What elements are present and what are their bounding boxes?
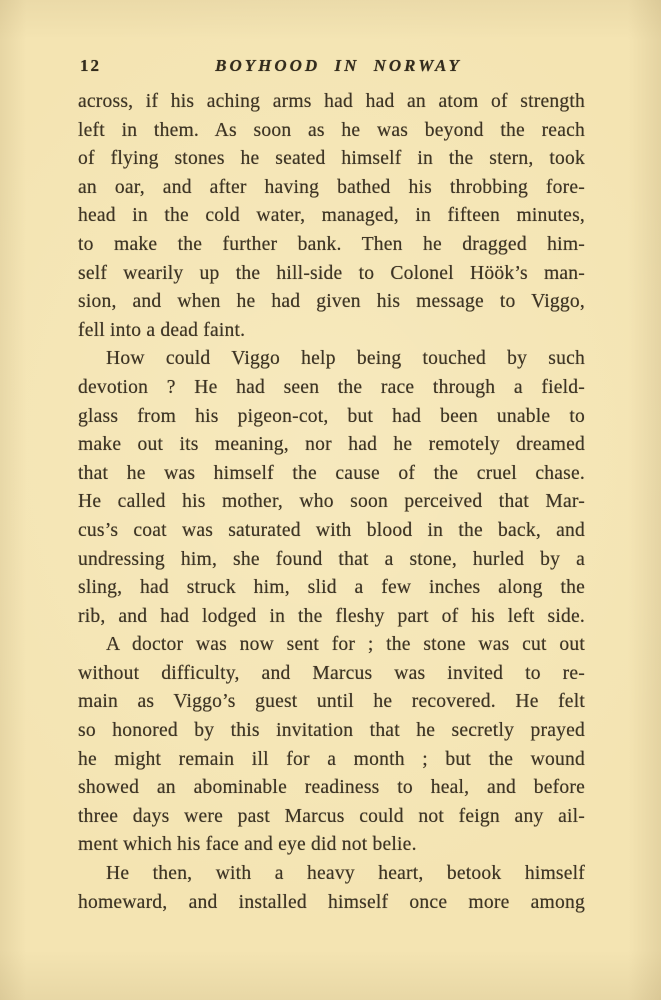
text-line: devotion ? He had seen the race through a field-	[78, 376, 585, 398]
text-line: across, if his aching arms had had an atom of strength	[78, 91, 585, 112]
text-line: rib, and had lodged in the fleshy part of his left side.	[78, 605, 585, 627]
text-line: He then, with a heavy heart, betook himself	[106, 863, 585, 885]
text-line: head in the cold water, managed, in fifteen minutes,	[78, 205, 585, 227]
text-line: cus’s coat was saturated with blood in the back, and	[78, 519, 585, 541]
paragraph	[78, 631, 585, 860]
text-line: he might remain ill for a month ; but the wound	[78, 748, 585, 770]
text-line: sling, had struck him, slid a few inches along the	[78, 577, 585, 599]
page-number: 12	[80, 56, 101, 75]
text-line: showed an abominable readiness to heal, and before	[78, 777, 585, 799]
text-line: sion, and when he had given his message to Viggo,	[78, 291, 585, 313]
text-line: undressing him, she found that a stone, hurled by a	[78, 548, 585, 570]
text-line: self wearily up the hill-side to Colonel Höök’s man-	[78, 262, 585, 284]
paragraph	[78, 345, 585, 631]
text-line: A doctor was now sent for ; the stone was cut out	[106, 634, 585, 656]
paragraph	[78, 88, 585, 345]
text-line: fell into a dead faint.	[78, 319, 246, 341]
text-line: of flying stones he seated himself in the stern, took	[78, 148, 585, 170]
text-line: without difficulty, and Marcus was invited to re-	[78, 662, 585, 684]
text-line: to make the further bank. Then he dragged him-	[78, 233, 585, 255]
body-text	[78, 88, 585, 917]
text-line: left in them. As soon as he was beyond the reach	[78, 119, 585, 141]
text-line: main as Viggo’s guest until he recovered. He felt	[78, 691, 585, 713]
text-line: an oar, and after having bathed his throbbing fore-	[78, 176, 585, 198]
text-line: glass from his pigeon-cot, but had been unable to	[78, 405, 585, 427]
text-line: ment which his face and eye did not belie.	[78, 834, 417, 856]
paragraph	[78, 860, 585, 917]
text-line: that he was himself the cause of the cruel chase.	[78, 462, 585, 484]
page-header	[78, 56, 585, 80]
text-line: make out its meaning, nor had he remotely dreamed	[78, 434, 585, 456]
running-title: BOYHOOD IN NORWAY	[215, 56, 462, 75]
text-line: He called his mother, who soon perceived that Mar-	[78, 491, 585, 513]
text-line: homeward, and installed himself once more among	[78, 891, 585, 913]
text-line: so honored by this invitation that he secretly prayed	[78, 720, 585, 742]
text-line: How could Viggo help being touched by such	[106, 348, 585, 370]
text-line: three days were past Marcus could not feign any ail-	[78, 805, 585, 827]
